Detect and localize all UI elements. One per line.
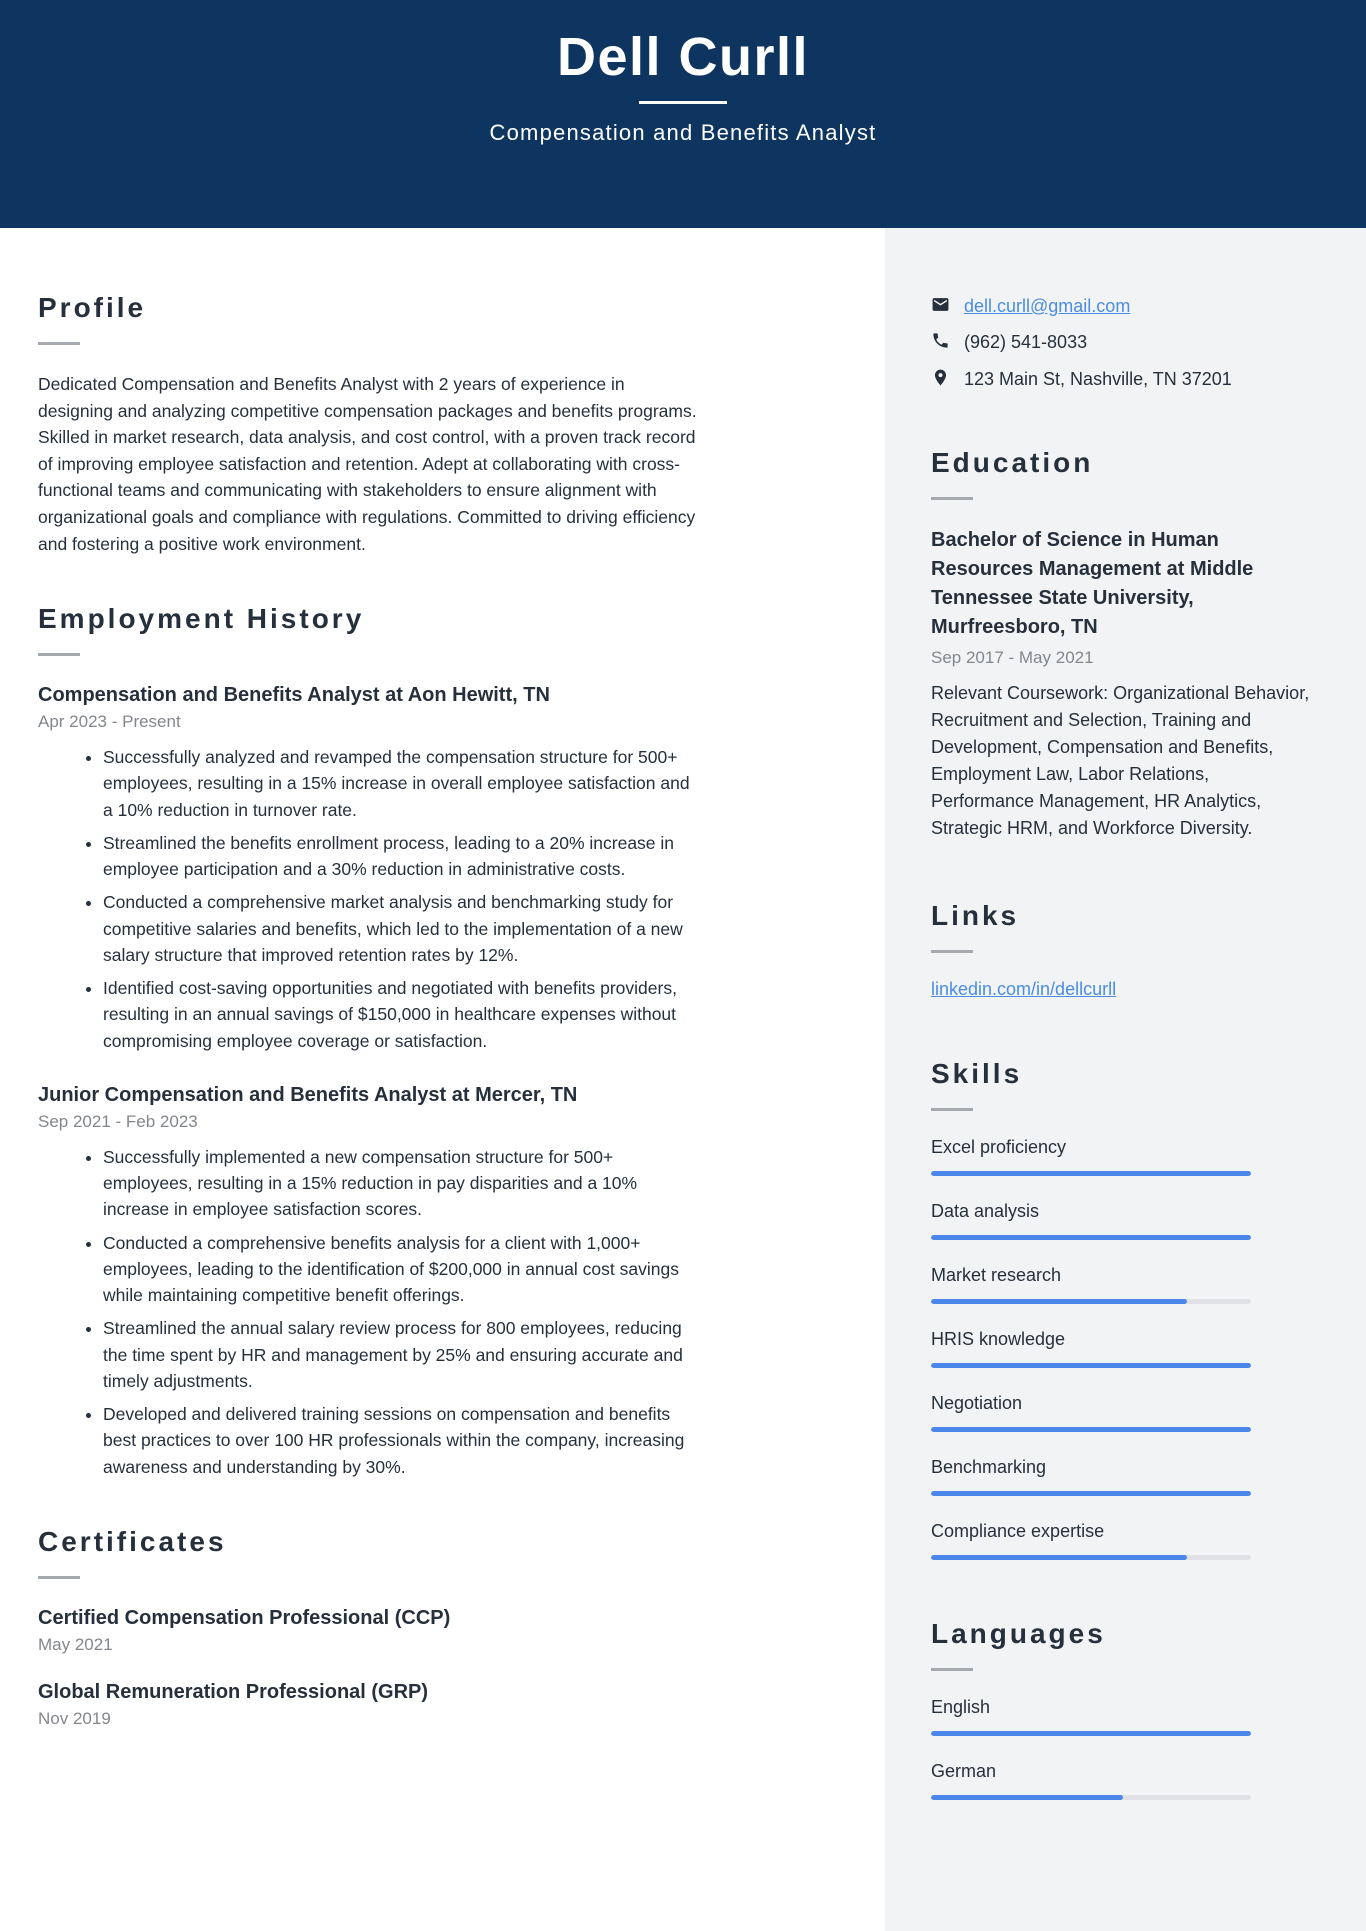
skill-bar-track (931, 1491, 1251, 1496)
section-rule (38, 653, 80, 656)
skill-bar-track (931, 1363, 1251, 1368)
name-divider (639, 101, 727, 104)
skill-item (931, 1329, 1311, 1368)
skill-bar-fill (931, 1235, 1251, 1240)
job-entry (38, 1082, 703, 1480)
job-bullet: • Developed and delivered training sessions on compensation and benefits best practices to over 100 HR professionals within the company, increasing awareness and understanding by 30%. (103, 1401, 703, 1480)
skill-label: Market research (931, 1264, 1062, 1285)
skill-bar-fill (931, 1363, 1251, 1368)
email-link[interactable]: dell.curll@gmail.com (964, 296, 1131, 316)
job-dates: Sep 2021 - Feb 2023 (38, 1111, 198, 1131)
skill-item (931, 1521, 1311, 1560)
certificates-section (38, 1526, 703, 1729)
certificate-entry (38, 1679, 703, 1729)
main-column (0, 228, 885, 1931)
skill-label: HRIS knowledge (931, 1328, 1066, 1349)
section-rule (931, 1668, 973, 1671)
skill-item (931, 1201, 1311, 1240)
language-bar-fill (931, 1731, 1251, 1736)
skill-label: Excel proficiency (931, 1136, 1067, 1157)
language-bar-track (931, 1731, 1251, 1736)
employment-section (38, 603, 703, 1480)
employment-heading: Employment History (38, 603, 365, 635)
education-heading: Education (931, 446, 1094, 478)
job-bullet: • Streamlined the benefits enrollment process, leading to a 20% increase in employee participation and a 30% reduction in administrative costs. (103, 830, 703, 883)
location-pin-icon (931, 368, 950, 387)
education-dates: Sep 2017 - May 2021 (931, 647, 1094, 667)
skill-label: Compliance expertise (931, 1520, 1105, 1541)
contact-email-row (931, 294, 1311, 318)
skill-bar-track (931, 1427, 1251, 1432)
skill-bar-fill (931, 1491, 1251, 1496)
person-job-title: Compensation and Benefits Analyst (489, 120, 877, 146)
certificate-date: May 2021 (38, 1634, 113, 1654)
skills-heading: Skills (931, 1057, 1023, 1089)
language-bar-fill (931, 1795, 1123, 1800)
certificate-title: Global Remuneration Professional (GRP) (38, 1680, 429, 1703)
job-bullet: • Identified cost-saving opportunities and negotiated with benefits providers, resulting in an annual savings of $150,000 in healthcare expenses without compromising employee coverage or satisfaction. (103, 975, 703, 1054)
job-bullet-list (38, 744, 703, 1054)
person-name: Dell Curll (556, 27, 810, 87)
contact-phone-row (931, 330, 1311, 354)
language-label: English (931, 1696, 991, 1717)
contact-block (931, 294, 1311, 391)
contact-address-row (931, 367, 1311, 391)
language-bar-track (931, 1795, 1251, 1800)
skill-label: Data analysis (931, 1200, 1040, 1221)
job-bullet-list (38, 1144, 703, 1480)
section-rule (931, 1108, 973, 1111)
skill-label: Negotiation (931, 1392, 1023, 1413)
language-item (931, 1761, 1311, 1800)
skill-bar-fill (931, 1427, 1251, 1432)
skill-bar-fill (931, 1299, 1187, 1304)
section-rule (38, 342, 80, 345)
skill-bar-track (931, 1171, 1251, 1176)
links-heading: Links (931, 899, 1020, 931)
header-banner (0, 0, 1366, 228)
job-dates: Apr 2023 - Present (38, 712, 181, 732)
education-section (931, 447, 1311, 842)
section-rule (931, 497, 973, 500)
section-rule (931, 950, 973, 953)
certificates-heading: Certificates (38, 1525, 227, 1557)
job-title: Junior Compensation and Benefits Analyst at Mercer, TN (38, 1083, 578, 1106)
skill-bar-fill (931, 1555, 1187, 1560)
certificate-entry (38, 1605, 703, 1655)
skill-bar-track (931, 1235, 1251, 1240)
section-rule (38, 1576, 80, 1579)
sidebar (885, 228, 1366, 1931)
profile-heading: Profile (38, 292, 147, 323)
links-list (931, 979, 1311, 1000)
content-columns (0, 228, 1366, 1931)
profile-text: Dedicated Compensation and Benefits Analyst with 2 years of experience in designing and analyzing competitive compensation packages and benefits programs. Skilled in market research, data analysis, and cost control, with a proven track record of improving employee satisfaction and retention. Adept at collaborating with cross-functional teams and communicating with stakeholders to ensure alignment with organizational goals and compliance with regulations. Committed to driving efficiency and fostering a positive work environment. (38, 374, 697, 554)
skill-bar-track (931, 1299, 1251, 1304)
degree-title: Bachelor of Science in Human Resources Management at Middle Tennessee State University, Murfreesboro, TN (931, 528, 1254, 638)
linkedin-link[interactable]: linkedin.com/in/dellcurll (931, 978, 1117, 999)
job-bullet: • Streamlined the annual salary review process for 800 employees, reducing the time spent by HR and management by 25% and ensuring accurate and timely adjustments. (103, 1315, 703, 1394)
certificate-date: Nov 2019 (38, 1708, 111, 1728)
language-item (931, 1697, 1311, 1736)
job-bullet: • Successfully analyzed and revamped the compensation structure for 500+ employees, resulting in a 15% increase in overall employee satisfaction and a 10% reduction in turnover rate. (103, 744, 703, 823)
job-entry (38, 682, 703, 1054)
phone-icon (931, 331, 950, 350)
skill-item (931, 1265, 1311, 1304)
skill-item (931, 1137, 1311, 1176)
email-icon (931, 295, 950, 314)
languages-section (931, 1618, 1311, 1800)
skill-item (931, 1393, 1311, 1432)
phone-text: (962) 541-8033 (964, 332, 1088, 353)
languages-heading: Languages (931, 1617, 1106, 1649)
job-title: Compensation and Benefits Analyst at Aon Hewitt, TN (38, 684, 550, 707)
skill-label: Benchmarking (931, 1456, 1047, 1477)
address-text: 123 Main St, Nashville, TN 37201 (964, 368, 1232, 389)
skill-item (931, 1457, 1311, 1496)
education-coursework: Relevant Coursework: Organizational Behavior, Recruitment and Selection, Training and Development, Compensation and Benefits, Employment Law, Labor Relations, Performance Management, HR Analytics, Strategic HRM, and Workforce Diversity. (931, 682, 1310, 838)
skill-bar-track (931, 1555, 1251, 1560)
certificate-title: Certified Compensation Professional (CCP) (38, 1606, 451, 1629)
job-bullet: • Conducted a comprehensive benefits analysis for a client with 1,000+ employees, leading to the identification of $200,000 in annual cost savings while maintaining competitive benefit offerings. (103, 1230, 703, 1309)
language-label: German (931, 1760, 997, 1781)
profile-section (38, 292, 703, 557)
skills-section (931, 1058, 1311, 1560)
job-bullet: • Conducted a comprehensive market analysis and benchmarking study for competitive salaries and benefits, which led to the implementation of a new salary structure that improved retention rates by 12%. (103, 889, 703, 968)
skill-bar-fill (931, 1171, 1251, 1176)
links-section (931, 900, 1311, 1000)
job-bullet: • Successfully implemented a new compensation structure for 500+ employees, resulting in a 15% reduction in pay disparities and a 10% increase in employee satisfaction scores. (103, 1144, 703, 1223)
